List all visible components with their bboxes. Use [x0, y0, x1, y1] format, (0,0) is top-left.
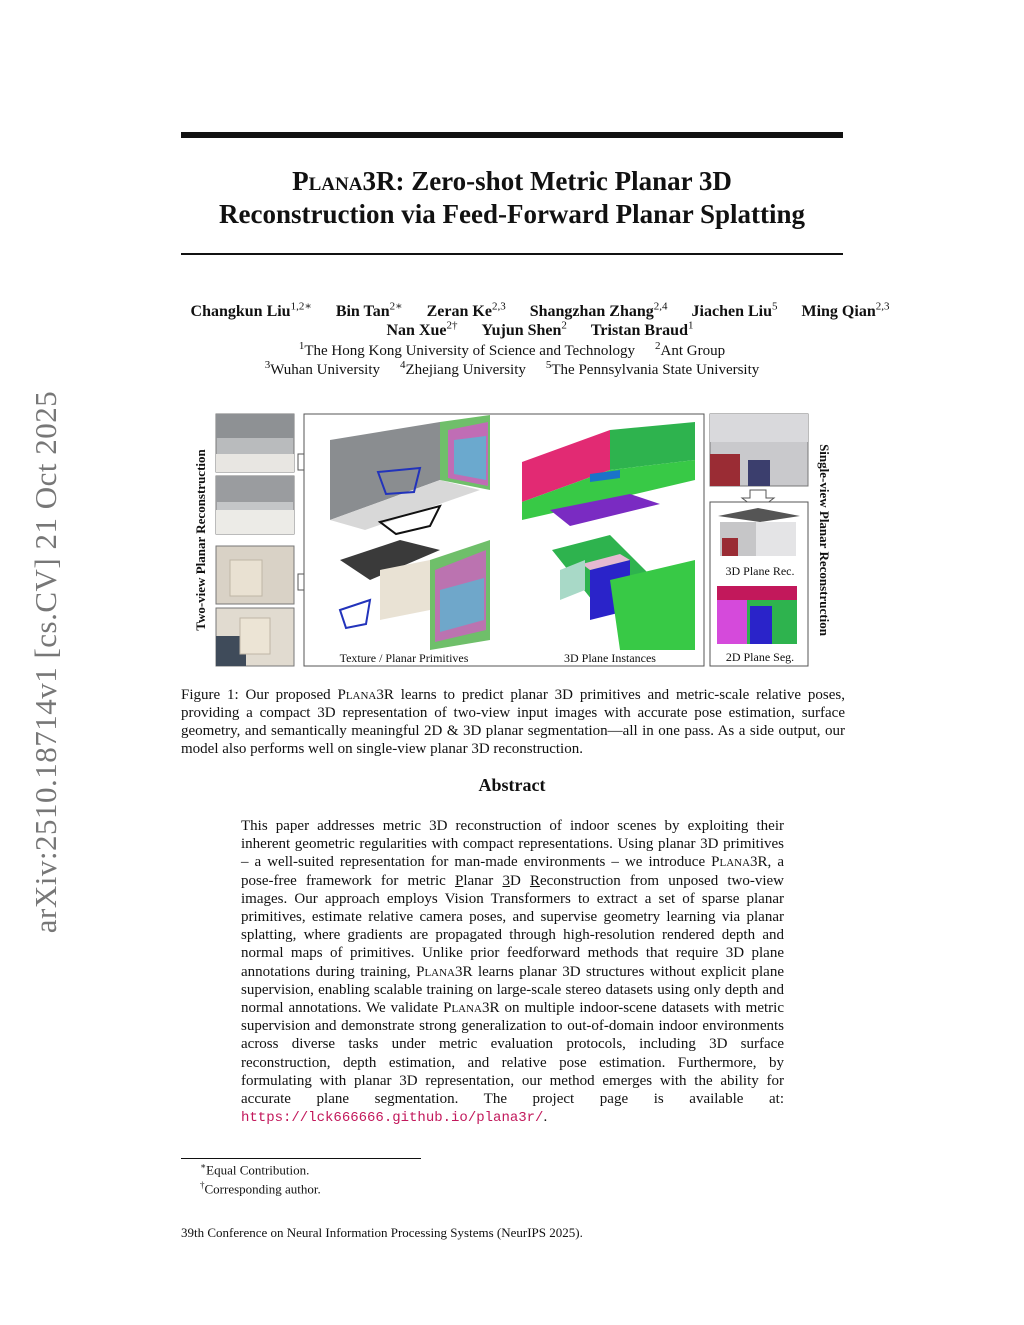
affiliation-row-2	[181, 359, 843, 379]
underlined-letter: 3	[502, 872, 510, 889]
label-plane-instances: 3D Plane Instances	[564, 651, 656, 665]
abstract-text: , a pose-free framework for metric	[241, 854, 784, 889]
author-name-text: Zeran Ke	[426, 303, 492, 321]
single-view-input	[710, 414, 808, 486]
author-name-text: Ming Qian	[801, 303, 876, 321]
author-name	[427, 303, 506, 320]
affiliation-name: Wuhan University	[270, 362, 380, 378]
affiliation	[545, 359, 760, 378]
caption-prefix: Figure 1: Our proposed	[181, 687, 338, 703]
author-affiliation-mark: 5	[771, 301, 778, 313]
author-name	[692, 303, 778, 320]
affiliation	[655, 340, 726, 359]
author-name-text: Jiachen Liu	[691, 303, 772, 321]
figure-1	[190, 410, 830, 670]
title-line-2: Reconstruction via Feed-Forward Planar Splatting	[219, 199, 805, 229]
project-page-link[interactable]: https://lck666666.github.io/plana3r/	[241, 1110, 544, 1127]
author-affiliation-mark: 2,4	[653, 301, 668, 313]
title-line-1-rest: : Zero-shot Metric Planar 3D	[395, 166, 732, 196]
abstract-text: on multiple indoor-scene datasets with metric supervision and demonstrate strong generalization to out-of-domain indoor environments across diverse tasks under metric evaluation protocols, including 3D surface reconstruction, depth estimation, and relative pose estimation. Furthermore, by formulating with planar 3D representation, our method emerges with the ability for accurate plane segmentation. The project page is available at:	[241, 1000, 784, 1108]
author-affiliation-mark: 2†	[446, 320, 458, 332]
title-method-name: Plana3R	[292, 166, 396, 196]
affiliation-name: The Hong Kong University of Science and Technology	[304, 343, 636, 359]
label-texture-primitives: Texture / Planar Primitives	[339, 651, 469, 665]
caption-method-name: Plana3R	[337, 687, 394, 703]
author-affiliation-mark: 2,3	[491, 301, 506, 313]
underlined-letter: P	[454, 872, 464, 889]
arxiv-sidebar	[28, 372, 64, 952]
paper-title	[181, 165, 843, 231]
abstract-text: learns planar 3D structures without explicit plane supervision, enabling scalable training on large-scale stereo datasets using only depth and normal annotations. We validate	[241, 963, 784, 1017]
footnote-rule	[181, 1158, 421, 1159]
author-affiliation-mark: 2	[561, 320, 567, 332]
author-name	[387, 322, 458, 339]
footnote-mark: ∗	[200, 1161, 207, 1171]
figure-1-graphic	[190, 410, 830, 670]
title-line-1	[181, 165, 843, 198]
author-name-text: Yujun Shen	[481, 322, 562, 340]
label-plane-rec: 3D Plane Rec.	[725, 564, 795, 578]
author-row-1	[150, 300, 930, 321]
abstract-method-name: Plana3R	[443, 1000, 500, 1017]
affiliation-name: Zhejiang University	[405, 362, 526, 378]
abstract-body	[241, 817, 784, 1127]
author-row-2	[150, 320, 930, 340]
affiliation-name: Ant Group	[660, 343, 726, 359]
author-name-text: Nan Xue	[386, 322, 447, 340]
arxiv-id: arXiv:2510.18714v1 [cs.CV] 21 Oct 2025	[28, 390, 63, 934]
footnote-equal-contribution	[200, 1161, 309, 1178]
footnote-mark: †	[200, 1180, 205, 1190]
author-name-text: Tristan Braud	[590, 322, 688, 340]
author-name	[530, 303, 668, 320]
affiliation	[298, 340, 636, 359]
figure-caption	[181, 686, 845, 758]
plane-seg-graphic	[717, 586, 797, 644]
author-name	[591, 322, 694, 339]
affiliation-mark: 1	[298, 340, 305, 352]
affiliation-name: The Pennsylvania State University	[551, 362, 760, 378]
affiliation-mark: 2	[655, 340, 661, 352]
title-bottom-rule	[181, 253, 843, 255]
author-affiliation-mark: 2,3	[875, 301, 890, 313]
author-name	[191, 303, 312, 320]
author-name-text: Changkun Liu	[190, 303, 291, 321]
author-name	[801, 303, 889, 320]
author-name	[336, 303, 403, 320]
underlined-letter: R	[529, 872, 540, 889]
abstract-method-name: Plana3R	[711, 854, 768, 871]
author-affiliation-mark: 1	[687, 320, 694, 332]
conference-note: 39th Conference on Neural Information Processing Systems (NeurIPS 2025).	[181, 1225, 583, 1240]
abstract-method-name: Plana3R	[416, 963, 473, 980]
footnote-text: Corresponding author.	[204, 1181, 321, 1197]
label-plane-seg: 2D Plane Seg.	[725, 650, 795, 664]
affiliation-row-1	[181, 340, 843, 360]
abstract-text: econstruction	[539, 872, 621, 889]
label-single-view: Single-view Planar Reconstruction	[817, 444, 832, 636]
label-two-view: Two-view Planar Reconstruction	[193, 449, 208, 631]
abstract-text: from unposed two-view images. Our approach employs Vision Transformers to extract a set of sparse planar primitives, estimate relative camera poses, and supervise geometry learning via planar splatting, where gradients are propagated through high-resolution rendered depth and normal maps of primitives. Unlike prior feedforward methods that require 3D plane annotations during training,	[241, 872, 784, 980]
caption-text: learns to predict planar 3D primitives and metric-scale relative poses, providing a compact 3D representation of two-view input images with accurate pose estimation, surface geometry, and semantically meaningful 2D & 3D planar segmentation—all in one pass. As a side output, our model also performs well on single-view planar 3D reconstruction.	[181, 687, 845, 757]
abstract-text: .	[543, 1109, 548, 1126]
title-top-rule	[181, 132, 843, 138]
input-images-bottom	[216, 546, 294, 666]
affiliation-mark: 4	[400, 359, 406, 371]
abstract-heading: Abstract	[478, 775, 546, 795]
affiliation-mark: 5	[545, 359, 552, 371]
affiliation	[264, 359, 380, 378]
affiliation	[400, 359, 526, 378]
affiliation-mark: 3	[264, 359, 271, 371]
author-name-text: Shangzhan Zhang	[529, 303, 654, 321]
author-affiliation-mark: 1,2∗	[290, 301, 312, 313]
author-name	[482, 322, 567, 339]
abstract-text: lanar	[463, 872, 503, 889]
footnote-corresponding	[200, 1180, 321, 1197]
plane-rec-graphic	[718, 508, 800, 556]
abstract-text: D	[509, 872, 530, 889]
author-affiliation-mark: 2∗	[389, 301, 403, 313]
input-images-top	[216, 414, 294, 534]
author-name-text: Bin Tan	[335, 303, 390, 321]
abstract-text: This paper addresses metric 3D reconstruction of indoor scenes by exploiting their inherent geometric regularities with compact representations. Using planar 3D primitives – a well-suited representation for man-made environments – we introduce	[241, 818, 784, 871]
footnote-text: Equal Contribution.	[206, 1162, 310, 1178]
